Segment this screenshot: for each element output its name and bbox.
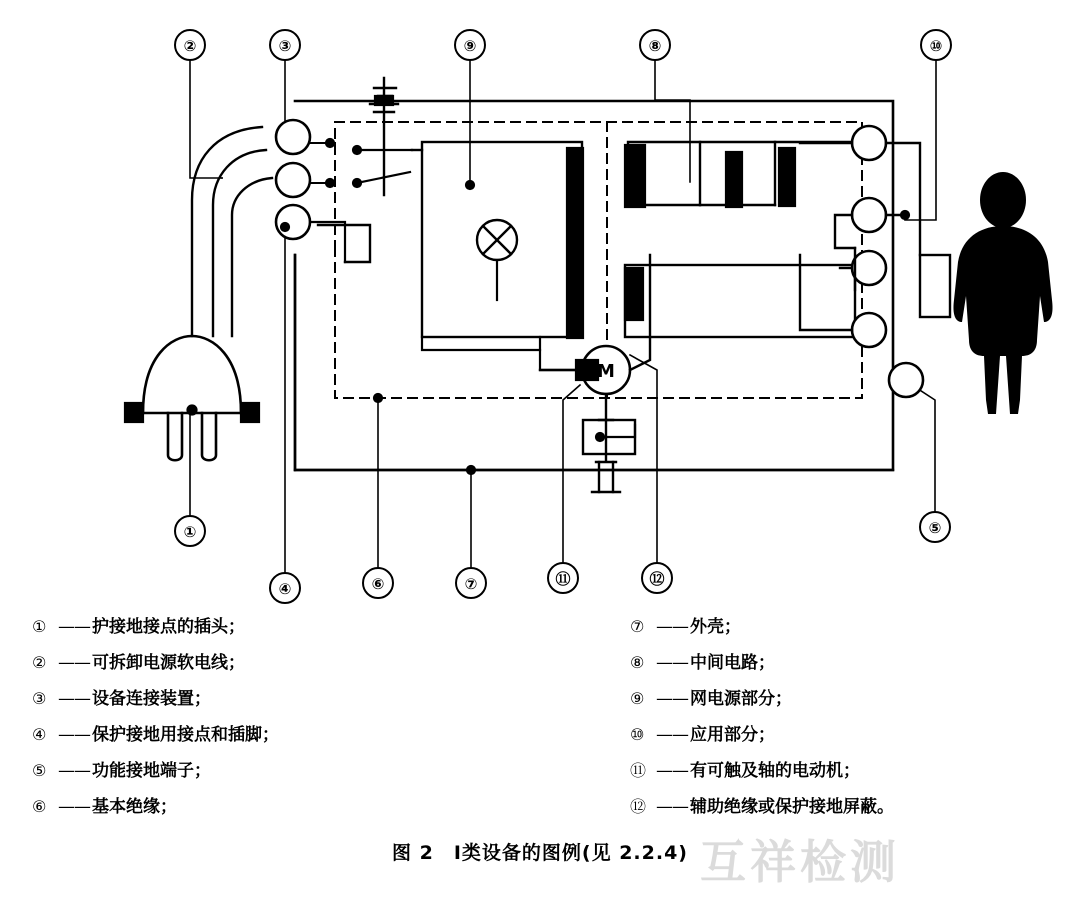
intermediate-circuit-lower: [625, 265, 855, 337]
legend-item: [630, 720, 1070, 756]
legend-dash: ——: [656, 617, 688, 637]
callout-label-8: ⑧: [648, 37, 662, 55]
motor-shaft: [592, 394, 620, 492]
legend-item: [630, 756, 1070, 792]
callout-label-2: ②: [183, 37, 197, 55]
legend-text: 可拆卸电源软电线；: [92, 653, 245, 673]
applied-part-node: [901, 211, 909, 219]
mains-shield-bar: [567, 148, 583, 338]
legend-item: [32, 756, 502, 792]
legend-dash: ——: [656, 689, 688, 709]
legend-item: [32, 720, 502, 756]
motor-shield-bar: [576, 360, 598, 380]
applied-part-wiring: [800, 143, 920, 330]
callout-label-4: ④: [278, 580, 292, 598]
legend-text: 保护接地用接点和插脚；: [92, 725, 279, 745]
legend-dash: ——: [656, 761, 688, 781]
legend-dash: ——: [58, 653, 90, 673]
legend-dash: ——: [656, 653, 688, 673]
legend-text: 设备连接装置；: [92, 689, 211, 709]
legend-mark: ④: [32, 725, 47, 744]
callout-label-7: ⑦: [464, 575, 478, 593]
legend-text: 中间电路；: [690, 653, 775, 673]
legend-mark: ⑨: [630, 689, 645, 708]
intermediate-circuit: [628, 142, 862, 205]
coupler-contacts: [326, 139, 361, 187]
legend-mark: ⑦: [630, 617, 645, 636]
legend-text: 外壳；: [690, 617, 741, 637]
legend-dash: ——: [656, 797, 688, 817]
callout-label-12: ⑫: [649, 570, 665, 588]
legend-dash: ——: [58, 725, 90, 745]
callout-label-9: ⑨: [463, 37, 477, 55]
legend-mark: ②: [32, 653, 47, 672]
appliance-coupler: [276, 120, 310, 239]
legend-mark: ③: [32, 689, 47, 708]
motor-label: M: [597, 361, 615, 382]
legend-item: [630, 792, 1070, 828]
legend-text: 应用部分；: [690, 725, 775, 745]
legend-text: 有可触及轴的电动机；: [690, 761, 860, 781]
legend-text: 功能接地端子；: [92, 761, 211, 781]
legend-item: [630, 684, 1070, 720]
earth-contact-node: [281, 223, 289, 231]
legend-text: 网电源部分；: [690, 689, 792, 709]
legend-item: [630, 612, 1070, 648]
legend-mark: ⑫: [630, 797, 647, 816]
legend-mark: ⑥: [32, 797, 47, 816]
legend-mark: ⑧: [630, 653, 645, 672]
intermediate-bar-3: [779, 148, 795, 206]
gearbox-node: [596, 433, 604, 441]
legend-mark: ①: [32, 617, 47, 636]
legend-text: 辅助绝缘或保护接地屏蔽。: [690, 797, 894, 817]
legend-item: [32, 612, 502, 648]
legend-mark: ⑤: [32, 761, 47, 780]
legend-column-right: [630, 612, 1070, 828]
callout-label-10: ⑩: [929, 37, 943, 55]
plug-earth-dot: [188, 406, 197, 415]
plug-pin-left: [125, 403, 143, 422]
legend-dash: ——: [58, 617, 90, 637]
insulation-node: [374, 394, 382, 402]
lamp-symbol: [477, 220, 517, 260]
callout-label-3: ③: [278, 37, 292, 55]
legend-dash: ——: [58, 761, 90, 781]
watermark-text: 互祥检测: [700, 835, 900, 889]
legend-item: [32, 684, 502, 720]
figure-caption: 图 2 Ⅰ类设备的图例(见 2.2.4): [392, 842, 688, 864]
legend-dash: ——: [58, 689, 90, 709]
person-silhouette: [953, 172, 1052, 414]
callout-label-6: ⑥: [371, 575, 385, 593]
callout-label-5: ⑤: [928, 519, 942, 537]
intermediate-bar-2: [726, 152, 742, 207]
power-supply-cord: [192, 127, 272, 336]
applied-part-electrode: [920, 255, 950, 317]
legend-mark: ⑩: [630, 725, 645, 744]
callout-label-1: ①: [183, 523, 197, 541]
intermediate-bar-1: [625, 145, 645, 207]
plug-pin-right: [241, 403, 259, 422]
mains-node: [466, 181, 474, 189]
legend-item: [32, 648, 502, 684]
legend-column-left: [32, 612, 502, 828]
legend-text: 基本绝缘；: [92, 797, 177, 817]
legend-dash: ——: [58, 797, 90, 817]
callout-label-11: ⑪: [555, 570, 571, 588]
mains-plug: [143, 336, 241, 460]
legend-text: 护接地接点的插头；: [92, 617, 245, 637]
intermediate-bar-4: [625, 268, 643, 320]
earth-terminal-block: [375, 96, 393, 105]
legend: [0, 612, 1080, 837]
legend-mark: ⑪: [630, 761, 647, 780]
legend-item: [32, 792, 502, 828]
legend-item: [630, 648, 1070, 684]
legend-dash: ——: [656, 725, 688, 745]
